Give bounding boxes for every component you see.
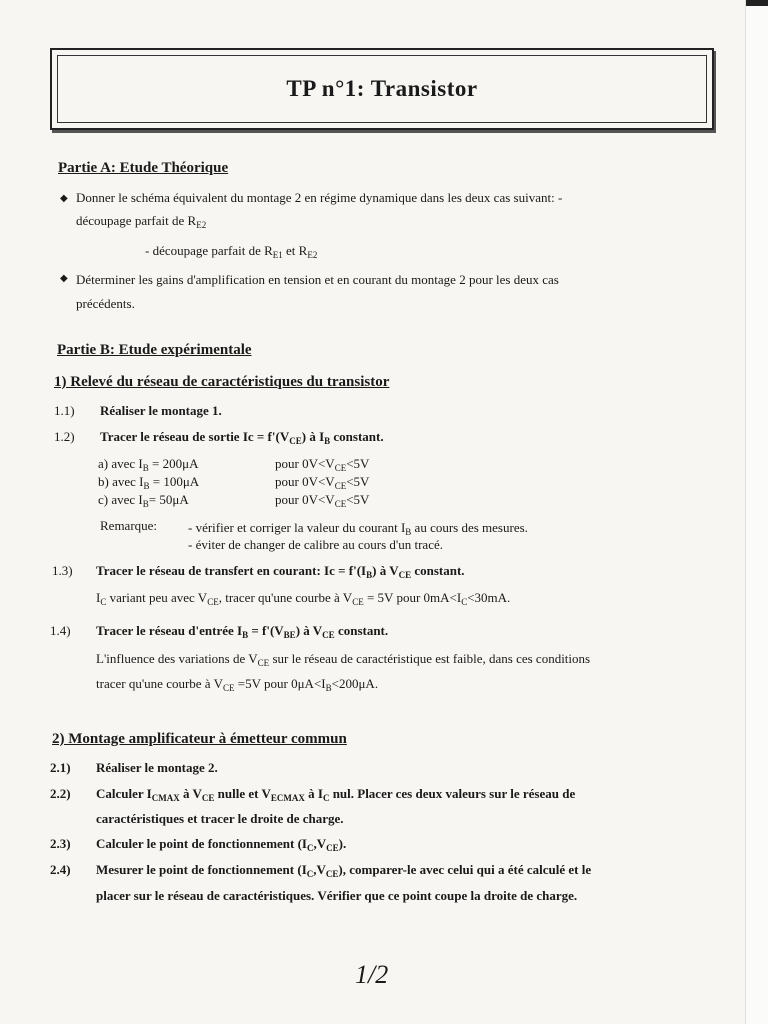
page-title: TP n°1: Transistor — [286, 76, 478, 101]
bullet-icon: ◆ — [60, 273, 68, 284]
partA-line5: précédents. — [76, 296, 135, 311]
section1-heading: 1) Relevé du réseau de caractéristiques du transistor — [54, 374, 390, 390]
item-2-3: Calculer le point de fonctionnement $(I_C,V_{CE})$. — [96, 836, 347, 853]
range-c: c) avec $I_B= 50\mu A$ — [98, 492, 189, 509]
item-1-4: Tracer le réseau d'entrée $I_B = f'(V_{BE})$ à $V_{CE}$ constant. — [96, 623, 389, 640]
range-b-cond: pour $0V<V_{CE}<5V$ — [275, 474, 370, 491]
item-1-4-text2: tracer qu'une courbe à $V_{CE} =5V$ pour $0\mu A<I_B<200\mu A$. — [96, 676, 379, 693]
partA-line3: - découpage parfait de $R_{E1}$ et $R_{E2}$ — [145, 243, 318, 260]
bullet-icon: ◆ — [60, 193, 68, 204]
section2-heading: 2) Montage amplificateur à émetteur commun — [52, 731, 347, 747]
partA-line1: Donner le schéma équivalent du montage 2 en régime dynamique dans les deux cas suivant: - — [76, 190, 563, 205]
item-number: 2.3) — [50, 836, 71, 851]
title-frame — [50, 48, 714, 130]
remark-1: - vérifier et corriger la valeur du courant $I_B$ au cours des mesures. — [188, 520, 528, 537]
item-number: 1.1) — [54, 403, 75, 418]
range-a: a) avec $I_B = 200\mu A$ — [98, 456, 199, 473]
item-number: 1.2) — [54, 429, 75, 444]
item-2-4-line2: placer sur le réseau de caractéristiques. Vérifier que ce point coupe la droite de charge. — [96, 888, 578, 903]
item-number: 1.3) — [52, 563, 73, 578]
item-1-2: Tracer le réseau de sortie $Ic = f'(V_{CE})$ à $I_B$ constant. — [100, 429, 384, 446]
item-number: 2.1) — [50, 760, 71, 775]
range-a-cond: pour $0V<V_{CE}<5V$ — [275, 456, 370, 473]
item-1-3-text: $I_C$ variant peu avec $V_{CE}$, tracer qu'une courbe à $V_{CE} = 5V$ pour $0mA<I_C<30mA$. — [96, 590, 511, 607]
item-2-4-line1: Mesurer le point de fonctionnement $(I_C,V_{CE})$, comparer-le avec celui qui a été calculé et le — [96, 862, 592, 879]
item-2-2-line2: caractéristiques et tracer le droite de charge. — [96, 811, 344, 826]
remark-2: - éviter de changer de calibre au cours d'un tracé. — [188, 537, 443, 552]
scan-corner — [746, 0, 768, 6]
item-2-1: Réaliser le montage 2. — [96, 760, 218, 775]
item-number: 2.2) — [50, 786, 71, 801]
page-number: 1/2 — [355, 960, 389, 989]
item-number: 1.4) — [50, 623, 71, 638]
range-c-cond: pour $0V<V_{CE}<5V$ — [275, 492, 370, 509]
range-b: b) avec $I_B = 100\mu A$ — [98, 474, 200, 491]
item-2-2-line1: Calculer $I_{CMAX}$ à $V_{CE}$ nulle et $V_{ECMAX}$ à $I_C$ nul. Placer ces deux valeurs sur le réseau de — [96, 786, 576, 803]
partA-line4: Déterminer les gains d'amplification en tension et en courant du montage 2 pour les deux cas — [76, 272, 559, 287]
item-1-3: Tracer le réseau de transfert en courant: $Ic = f'(I_B)$ à $V_{CE}$ constant. — [96, 563, 465, 580]
item-1-4-text1: L'influence des variations de $V_{CE}$ sur le réseau de caractéristique est faible, dans ces conditions — [96, 651, 591, 668]
partA-line2: découpage parfait de $R_{E2}$ — [76, 213, 207, 230]
scan-edge — [745, 0, 768, 1024]
remark-label: Remarque: — [100, 518, 158, 533]
partA-heading: Partie A: Etude Théorique — [58, 160, 229, 176]
item-1-1: Réaliser le montage 1. — [100, 403, 222, 418]
item-number: 2.4) — [50, 862, 71, 877]
partB-heading: Partie B: Etude expérimentale — [57, 342, 252, 358]
